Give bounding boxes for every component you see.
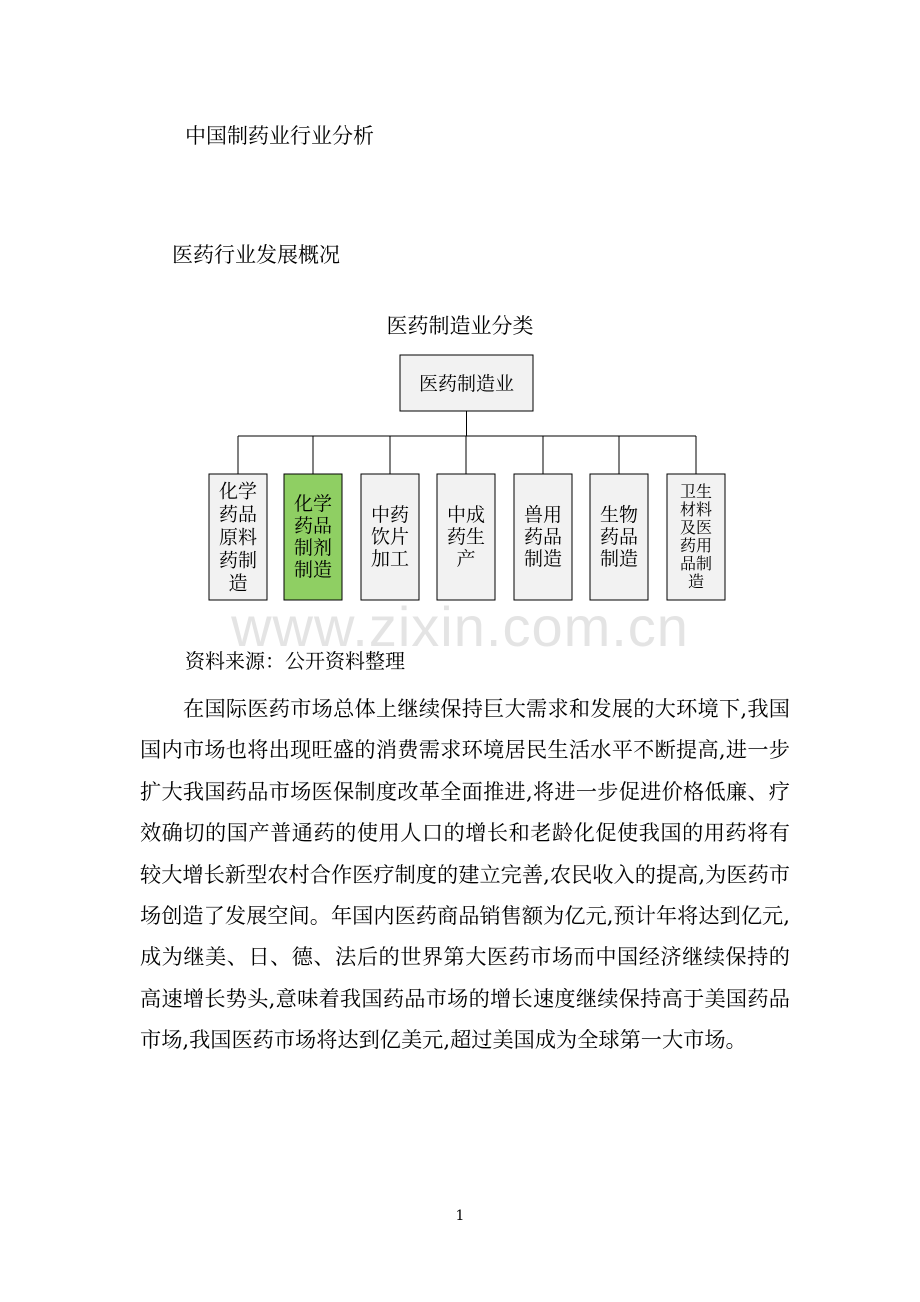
child-node-4-line: 中成 xyxy=(446,504,486,527)
child-node-1-line: 造 xyxy=(228,572,248,595)
child-node-5-line: 制造 xyxy=(523,548,563,571)
child-node-1-line: 药制 xyxy=(218,549,258,572)
child-node-6-line: 生物 xyxy=(599,504,639,527)
document-title: 中国制药业行业分析 xyxy=(185,124,374,148)
child-node-7-line: 品制 xyxy=(679,554,713,574)
child-node-5-line: 兽用 xyxy=(523,504,563,527)
page-number: 1 xyxy=(455,1208,465,1224)
root-node-label: 医药制造业 xyxy=(418,373,515,395)
child-node-3-line: 饮片 xyxy=(370,526,410,549)
child-node-3-line: 加工 xyxy=(370,548,410,571)
watermark: www.zixin.com.cn xyxy=(231,595,689,658)
child-node-7-line: 材料 xyxy=(679,500,713,520)
section-heading: 医药行业发展概况 xyxy=(172,243,340,267)
chart-title: 医药制造业分类 xyxy=(386,314,534,338)
child-node-2-line: 药品 xyxy=(293,515,333,538)
child-node-3-line: 中药 xyxy=(370,504,410,527)
child-node-1-line: 药品 xyxy=(218,503,258,526)
child-node-7-line: 药用 xyxy=(679,536,713,556)
source-note: 资料来源：公开资料整理 xyxy=(185,649,405,673)
child-node-4-line: 药生 xyxy=(446,526,486,549)
child-node-4-line: 产 xyxy=(456,548,476,571)
child-node-2-line: 化学 xyxy=(293,493,333,516)
child-node-7-line: 造 xyxy=(687,572,705,592)
child-node-1-line: 原料 xyxy=(218,526,258,549)
child-node-6-line: 制造 xyxy=(599,548,639,571)
body-paragraph: 在国际医药市场总体上继续保持巨大需求和发展的大环境下,我国国内市场也将出现旺盛的消费需求环境居民生活水平不断提高,进一步扩大我国药品市场医保制度改革全面推进,将进一步促进价格低廉、疗效确切的国产普通药的使用人口的增长和老龄化促使我国的用药将有较大增长新型农村合作医疗制度的建立完善,农民收入的提高,为医药市场创造了发展空间。年国内医药商品销售额为亿元,预计年将达到亿元,成为继美、日、德、法后的世界第大医药市场而中国经济继续保持的高速增长势头,意味着我国药品市场的增长速度继续保持高于美国药品市场,我国医药市场将达到亿美元,超过美国成为全球第一大市场。 xyxy=(140,696,790,1053)
child-node-5-line: 药品 xyxy=(523,526,563,549)
child-node-7-line: 卫生 xyxy=(679,482,713,502)
child-node-1-line: 化学 xyxy=(218,480,258,503)
child-node-6-line: 药品 xyxy=(599,526,639,549)
org-chart xyxy=(0,0,920,640)
child-node-2-line: 制剂 xyxy=(293,537,333,560)
child-node-7-line: 及医 xyxy=(679,518,713,538)
child-node-2-line: 制造 xyxy=(293,559,333,582)
